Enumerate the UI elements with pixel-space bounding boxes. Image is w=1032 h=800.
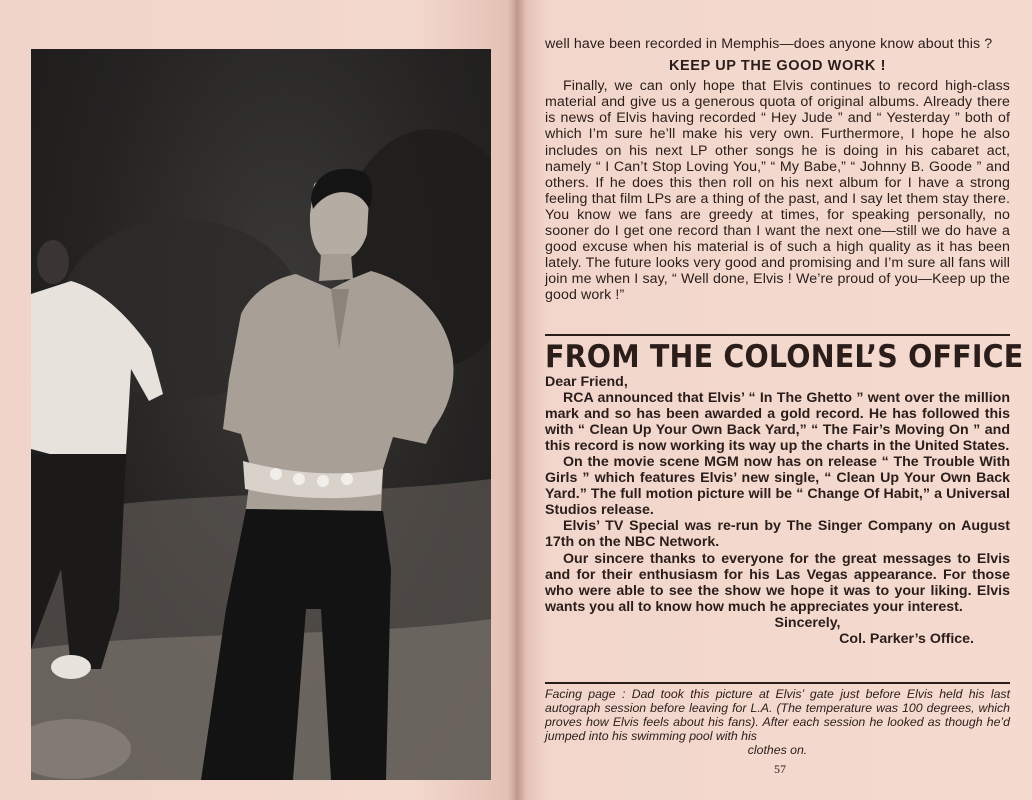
photo-illustration [31, 49, 491, 780]
letter-paragraph: Elvis’ TV Special was re-run by The Singer Company on August 17th on the NBC Network. [545, 518, 1010, 551]
colonels-office-section [545, 339, 1024, 647]
letter-salutation: Dear Friend, [545, 374, 628, 390]
page-number: 57 [774, 762, 786, 776]
letter-paragraph: RCA announced that Elvis’ “ In The Ghetto ” went over the million mark and so has been awarded a gold record. He has followed this with “ Clean Up Your Own Back Yard,” “ The Fair’s Moving On ” and this record is now working its way up the charts in the United States. [545, 390, 1010, 455]
caption-divider [545, 682, 1010, 684]
article-subheading: KEEP UP THE GOOD WORK ! [668, 58, 887, 75]
photo-caption [545, 687, 1010, 757]
letter-signature: Col. Parker’s Office. [839, 630, 974, 647]
elvis-photograph [31, 49, 491, 780]
letter-closing: Sincerely, [774, 614, 841, 631]
article-continuation [545, 36, 1010, 304]
caption-last-line: clothes on. [747, 743, 808, 757]
colonels-office-title: FROM THE COLONEL’S OFFICE [545, 339, 1024, 375]
article-lead-in: well have been recorded in Memphis—does anyone know about this ? [545, 36, 993, 52]
article-paragraph: Finally, we can only hope that Elvis continues to record high-class material and give us a generous quota of original albums. Already there is news of Elvis having recorded “ Hey Jude ” and “ Yesterday ” both of which I’m sure he’ll make his very own. Furthermore, I hope he also includes on his next LP other songs he is doing in his cabaret act, namely “ I Can’t Stop Loving You,” “ My Babe,” “ Johnny B. Goode ” and others. If he does this then roll on his next album for I have a strong feeling that film LPs are a thing of the past, and I say let them stay there. You know we fans are greedy at times, for speaking personally, no sooner do I get one record than I want the next one—still we do have a good excuse when his material is of such a high quality as it has been lately. The future looks very good and promising and I’m sure all fans will join me when I say, “ Well done, Elvis ! We’re proud of you—Keep up the good work !” [545, 78, 1010, 304]
colonels-office-letter [545, 374, 1010, 647]
section-divider [545, 334, 1010, 336]
page-gutter [508, 0, 526, 800]
caption-body: Facing page : Dad took this picture at Elvis’ gate just before Elvis held his last autograph session before leaving for L.A. (The temperature was 100 degrees, which proves how Elvis feels about his fans). After each session he looked as though he’d jumped into his swimming pool with his [545, 687, 1010, 743]
letter-paragraph: On the movie scene MGM now has on release “ The Trouble With Girls ” which features Elvis’ new single, “ Clean Up Your Own Back Yard.” The full motion picture will be “ Change Of Habit,” a Universal Studios release. [545, 454, 1010, 519]
letter-paragraph: Our sincere thanks to everyone for the great messages to Elvis and for their enthusiasm for his Las Vegas appearance. For those who were able to see the show we hope it was to your liking. Elvis wants you all to know how much he appreciates your interest. [545, 550, 1010, 615]
